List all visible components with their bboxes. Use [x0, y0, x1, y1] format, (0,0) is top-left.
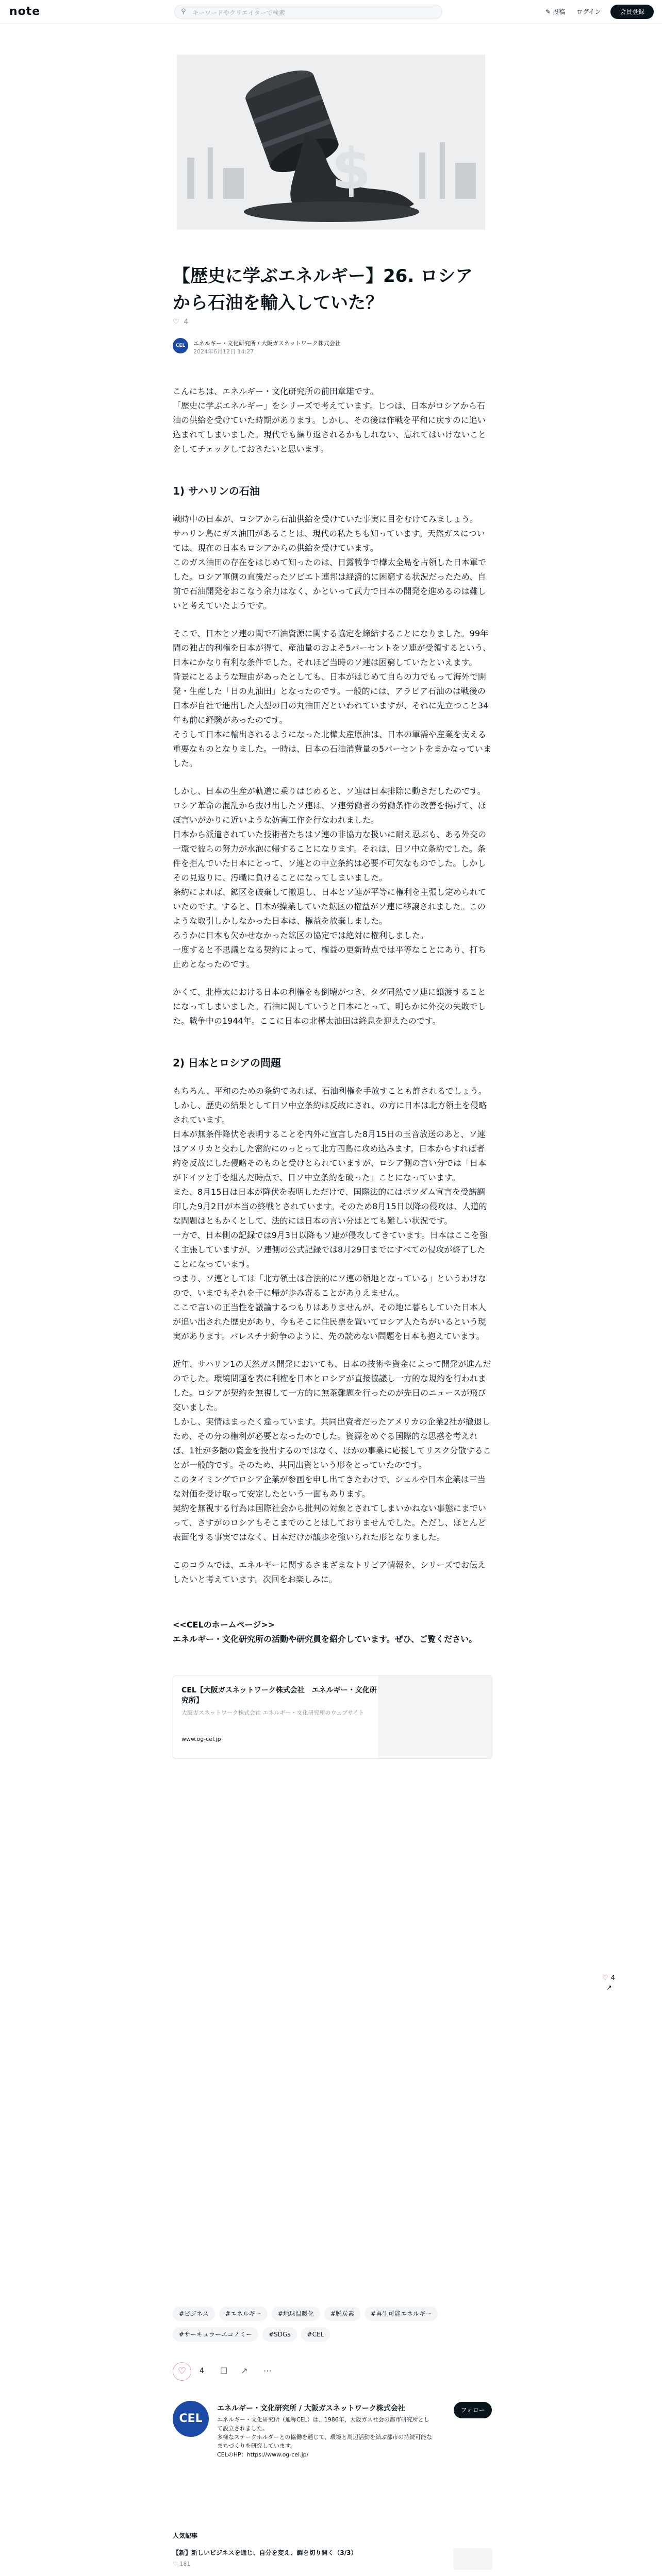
share-icon[interactable]: ↗ — [241, 2366, 248, 2376]
heart-icon: ♡ — [177, 2366, 187, 2377]
creator-profile — [173, 2401, 492, 2478]
body-paragraph: このコラムでは、エネルギーに関するさまざまなトリビア情報を、シリーズでお伝えしたいと考えています。次回をお楽しみに。 — [173, 1560, 486, 1584]
tag-chip[interactable]: #CEL — [301, 2327, 330, 2342]
floating-actions — [602, 1972, 627, 1992]
login-link[interactable]: ログイン — [576, 8, 601, 15]
title-like[interactable] — [173, 318, 188, 326]
section-heading: 1) サハリンの石油 — [173, 485, 260, 497]
creator-description: エネルギー・文化研究所（通称CEL）は、1986年、大阪ガス社会の都市研究所として設立されました。 多様なステークホルダーとの協働を通じて、環境と周辺活動を結ぶ都市の持続可能なまちづくりを研究しています。 CELのHP：https://www.og-cel.jp/ — [217, 2416, 433, 2458]
link-card-image — [378, 1676, 492, 1758]
heart-icon[interactable]: ♡ — [602, 1974, 608, 1982]
author-name[interactable]: エネルギー・文化研究所 / 大阪ガスネットワーク株式会社 — [193, 340, 341, 347]
homepage-callout: <<CELのホームページ>> エネルギー・文化研究所の活動や研究員を紹介しています。ぜひ、ご覧ください。 — [173, 1620, 477, 1644]
like-button[interactable] — [173, 2362, 191, 2381]
like-count: 4 — [200, 2367, 204, 2375]
body-paragraph: もちろん、平和のための条約であれば、石油利権を手放すことも許されるでしょう。しかし、歴史の結果として日ソ中立条約は反故にされ、の方に日本は北方領土を侵略されています。 日本が無条件降伏を表明することを内外に宣言した8月15日の玉音放送のあと、ソ連はアメリカと交わした密約にのっとって北方四島に攻め込みます。日本からすれば者約を反故にした侵略そのものと受けとられていますが、ロシア側の言い分では「日本がドイツと手を組んだ時点で、日ソ中立条約を破った」ことになっています。 また、8月15日は日本が降伏を表明しただけで、国際法的にはポツダム宣言を受諾調印した9月2日が本当の終戦とされています。そのため8月15日以降の侵攻は、人道的な問題はともかくとして、法的には日本の言い分はとても難しい状況です。 一方で、日本側の記録では9月3日以降もソ連が侵攻してきています。日本はここを強く主張していますが、ソ連側の公式記録では8月29日までにすべての侵攻が終了したことになっています。 つまり、ソ連としては「北方領土は合法的にソ連の領地となっている」というわけなので、いまでもそれを千に帰が歩み寄ることがありえません。 ここで言いの正当性を議論するつもりはありませんが、その地に暮らしていた日本人が追い出された歴史があり、今もそこに住民票を置いてロシア人たちがいるという現実があります。パレスチナ紛争のように、先の読めない問題を日本も抱えています。 — [173, 1086, 488, 1341]
section-heading: 2) 日本とロシアの問題 — [173, 1057, 282, 1069]
hero-image — [177, 55, 485, 230]
link-card-title: CEL【大阪ガスネットワーク株式会社 エネルギー・文化研究所】 — [181, 1686, 377, 1705]
follow-button[interactable]: フォロー — [454, 2402, 492, 2418]
popular-articles — [173, 2531, 492, 2576]
popular-like-count: 181 — [179, 2561, 191, 2567]
tag-chip[interactable]: #再生可能エネルギー — [365, 2307, 438, 2321]
heart-icon: ♡ — [173, 318, 179, 326]
popular-item-likes: ♡ 181 — [173, 2561, 191, 2567]
signup-button[interactable]: 会員登録 — [610, 5, 654, 19]
article-body — [173, 384, 492, 1759]
body-paragraph: しかし、日本の生産が軌道に乗りはじめると、ソ連は日本排除に動きだしたのです。ロシア革命の混乱から抜け出したソ連は、ソ連労働者の労働条件の改善を掲げて、ほぼ言いがかりに近いような妨害工作を行なわれました。 日本から派遣されていた技術者たちはソ連の非協力な扱いに耐え忍ぶも、ある外交の一環で彼らの努力が水泡に帰することになります。それは、日ソ中立条約でした。条件を拒んでいた日本にとって、ソ連との中立条約は必要不可欠なものでした。しかしその見返りに、汚職に負けることになってしまいました。 条約によれば、鉱区を破棄して撤退し、日本とソ連が平等に権利を主張し定められていたのです。すると、日本が操業していた鉱区の権益がソ連に移譲されました。このような取引しかしなかった日本は、権益を放棄しました。 ろうかに日本も欠かせなかった鉱区の協定では絶対に権利しました。 一度すると不思議となる契約によって、権益の更新時点では平等なことにあり、打ち止めとなったのです。 — [173, 786, 487, 969]
note-logo[interactable]: note — [9, 5, 41, 18]
article-title: 【歴史に学ぶエネルギー】26. ロシアから石油を輸入していた？ — [173, 266, 473, 313]
creator-name[interactable]: エネルギー・文化研究所 / 大阪ガスネットワーク株式会社 — [217, 2404, 405, 2413]
tag-list — [173, 2307, 492, 2348]
popular-title: 人気記事 — [173, 2532, 198, 2539]
search-placeholder: キーワードやクリエイターで検索 — [192, 9, 285, 16]
popular-item[interactable] — [173, 2548, 492, 2572]
floating-like-count: 4 — [610, 1974, 616, 1982]
top-header — [0, 0, 662, 24]
popular-item-title: 【新】新しいビジネスを通じ、自分を変え、調を切り開く（3/3） — [173, 2549, 357, 2556]
link-card-url: www.og-cel.jp — [181, 1736, 221, 1742]
post-label: 投稿 — [552, 8, 565, 15]
body-paragraph: かくて、北樺太における日本の利権をも倒壊がつき、タダ同然でソ連に譲渡することになってしまいました。石油に関していうと日本にとって、明らかに外交の失敗でした。戦争中の1944年。ここに日本の北樺太油田は終息を迎えたのです。 — [173, 987, 486, 1026]
tag-chip[interactable]: #ビジネス — [173, 2307, 215, 2321]
tag-chip[interactable]: #脱炭素 — [324, 2307, 360, 2321]
article-actions — [173, 2362, 492, 2388]
tag-chip[interactable]: #SDGs — [262, 2327, 296, 2342]
intro-paragraph: こんにちは、エネルギー・文化研究所の前田章雄です。 「歴史に学ぶエネルギー」をシリーズで考えています。じつは、日本がロシアから石油の供給を受けていた時期があります。しかし、その後は作戦を平和に戻すのに追い込まれてしまいました。現代でも繰り返されるかもしれない、忘れてはいけないことをしてチェックしておきたいと思います。 — [173, 386, 487, 454]
avatar[interactable]: CEL — [173, 338, 188, 353]
popular-item-thumb — [453, 2548, 492, 2570]
gift-icon[interactable]: ☐ — [220, 2366, 228, 2376]
body-paragraph: 戦時中の日本が、ロシアから石油供給を受けていた事実に目をむけてみましょう。 サハリン島にガス油田があることは、現代の私たちも知っています。天然ガスについては、現在の日本もロシアからの供給を受けています。 このガス油田の存在をはじめて知ったのは、日露戦争で樺太全島を占領した日本軍でした。ロシア軍側の直後だったソビエト連邦は経済的に困窮する状況だったため、自前で石油開発をおこなう余力はなく、かといって武力で日本の開発を進めるのは難しいと考えていたようです。 — [173, 514, 487, 611]
share-icon[interactable]: ↗ — [606, 1984, 612, 1992]
author-block[interactable] — [173, 338, 492, 358]
post-link[interactable] — [545, 7, 565, 16]
link-card-desc: 大阪ガスネットワーク株式会社 エネルギー・文化研究所のウェブサイト — [181, 1709, 365, 1716]
post-icon: ✎ — [545, 8, 553, 15]
tag-chip[interactable]: #サーキュラーエコノミー — [173, 2327, 258, 2342]
creator-avatar[interactable]: CEL — [173, 2401, 209, 2437]
body-paragraph: 近年、サハリン1の天然ガス開発においても、日本の技術や資金によって開発が進んだのでした。環境問題を表に利権を日本とロシアが直接協議し一方的な規約を行われました。ロシアが契約を無視して一方的に無茶難題を行ったのが先日のニュースが飛び交いました。 しかし、実情はまったく違っています。共同出資者だったアメリカの企業2社が撤退しため、その分の権利が必要となったのでした。資源をめぐる国際的な思惑を考えれば、1社が多額の資金を投出するのではなく、ほかの事業に応援してリスク分散することが一般的です。そのため、共同出資という形をとっていたのです。 このタイミングでロシア企業が参画を申し出てきたわけで、シェルや日本企業は三当な対価を受け取って安定したという一面もあります。 契約を無視する行為は国際社会から批判の対象とされてしまいかねない事態にまでいって、さすがのロシアもそこまでのことはしておりませんでした。ただし、ほとんど表面化する事実ではなく、日本だけが譲歩を強いられた形となりました。 — [173, 1359, 491, 1542]
search-input[interactable] — [174, 5, 442, 19]
svg-text:$: $ — [332, 136, 371, 202]
tag-chip[interactable]: #エネルギー — [219, 2307, 268, 2321]
search-icon: ⚲ — [181, 8, 186, 15]
publish-date: 2024年6月12日 14:27 — [193, 348, 254, 355]
more-icon[interactable]: ⋯ — [263, 2366, 272, 2376]
body-paragraph: そこで、日本とソ連の間で石油資源に関する協定を締結することになりました。99年間の独占的利権を日本が得て、産油量のおよそ5パーセントをソ連が受領するという、日本にかなり有利な条件でした。それほど当時のソ連は困窮していたといえます。 背景にとるような理由があったとしても、日本がはじめて自らの力でもって海外で開発・生産した「日の丸油田」となったのです。一般的には、アラビア石油のは戦後の日本が自社で進出した大型の日の丸油田だといわれていますが、それに先立つこと34年も前に経験があったのです。 そうして日本に輸出されるようになった北樺太産原油は、日本の軍需や産業を支える重要なものとなりました。一時は、日本の石油消費量の5パーセントをまかなっていました。 — [173, 629, 491, 768]
tag-chip[interactable]: #地球温暖化 — [272, 2307, 320, 2321]
like-count: 4 — [184, 318, 189, 326]
link-card[interactable] — [173, 1675, 492, 1759]
oil-barrel-illustration — [177, 55, 485, 230]
